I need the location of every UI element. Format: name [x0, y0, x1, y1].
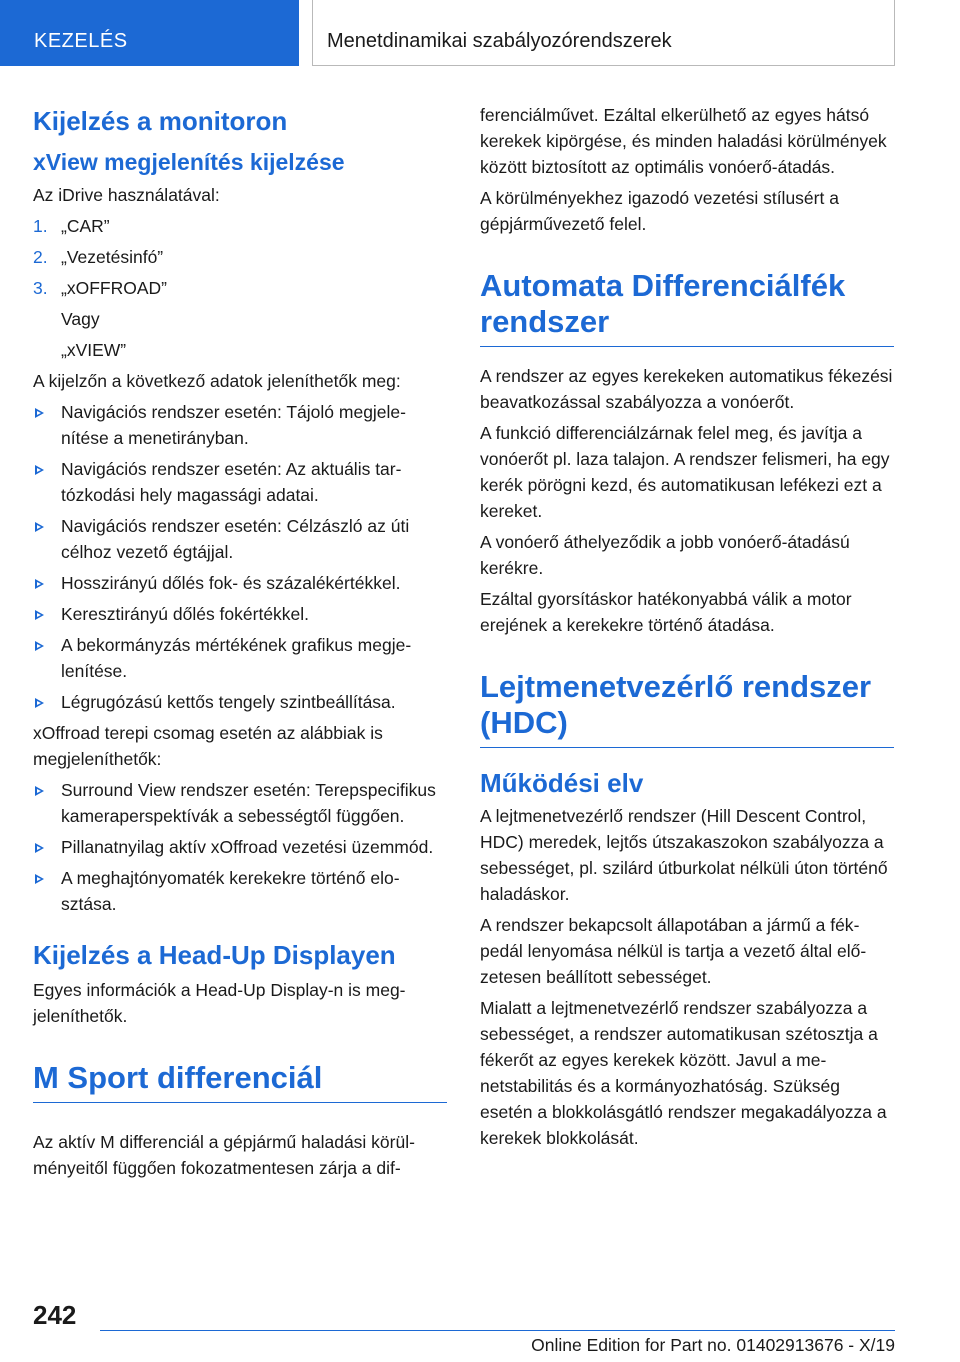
heading-operating-principle: Működési elv: [480, 768, 644, 798]
list-item-text: Légrugózású kettős tengely szintbeállítása.: [61, 692, 396, 712]
page-number: 242: [33, 1300, 77, 1330]
list-item-text: Keresztirányú dőlés fokértékkel.: [61, 604, 310, 624]
triangle-bullet-icon: [35, 579, 44, 589]
list-item-text: A bekormányzás mértékének grafikus megjelenítése.: [61, 635, 412, 681]
triangle-bullet-icon: [35, 408, 44, 418]
chapter-heading-adb: Automata Differenciálfék rendszer: [480, 268, 894, 347]
step-text: „Vezetésinfó”: [61, 247, 164, 267]
or-word: Vagy: [61, 309, 100, 329]
paragraph-continuation: ferenciálművet. Ezáltal elkerülhető az egyes hátsó kerekek kipörgése, és minden haladási körülmények között biztosított az optimális vonóerő-átadás.: [480, 105, 887, 177]
section-tab: KEZELÉS: [0, 0, 299, 66]
chapter-heading-m-sport-differential: M Sport differenciál: [33, 1060, 447, 1103]
step-number: 3.: [33, 278, 48, 298]
list-item-text: Pillanatnyilag aktív xOffroad vezetési üzemmód.: [61, 837, 434, 857]
triangle-bullet-icon: [35, 698, 44, 708]
list-item: [33, 399, 447, 451]
paragraph-driver-responsibility: A körülményekhez igazodó vezetési stílusért a gépjárművezető felel.: [480, 188, 839, 234]
list-item: [33, 834, 447, 860]
list-item: [33, 513, 447, 565]
heading-monitor-display: Kijelzés a monitoron: [33, 106, 288, 136]
bullet-list-display: [33, 399, 447, 715]
step-text: „CAR”: [61, 216, 110, 236]
list-item: [33, 865, 447, 917]
chapter-heading-hdc: Lejtmenetvezérlő rendszer (HDC): [480, 669, 894, 748]
footer-edition: Online Edition for Part no. 01402913676 - X/19: [531, 1335, 895, 1355]
paragraph-idrive: Az iDrive használatával:: [33, 185, 220, 205]
left-column: [33, 98, 447, 1186]
bullet-list-xoffroad: [33, 777, 447, 917]
step-item: [33, 213, 447, 239]
paragraph-hdc-1: A lejtmenetvezérlő rendszer (Hill Descent Control, HDC) meredek, lejtős útszakaszokon szabályozza a sebességet, pl. szilárd útburkolat nélküli úton történő haladáskor.: [480, 806, 888, 904]
heading-xview: xView megjelenítés kijelzése: [33, 149, 345, 175]
step-item: [33, 275, 447, 301]
chapter-title: Menetdinamikai szabályozórendszerek: [312, 0, 895, 66]
paragraph-hdc-3: Mialatt a lejtmenetvezérlő rendszer szabályozza a sebességet, a rendszer automatikusan szétosztja a fékerőt az egyes kerekek között. Javul a menetstabilitás és a kormányozhatóság. Szükség esetén a blokkolásgátló rendszer megakadályozza a kerekek blokkolását.: [480, 998, 887, 1148]
list-item-text: Hosszirányú dőlés fok- és százalékértékkel.: [61, 573, 401, 593]
paragraph-display-data: A kijelzőn a következő adatok jeleníthetők meg:: [33, 371, 401, 391]
triangle-bullet-icon: [35, 786, 44, 796]
paragraph-adb-4: Ezáltal gyorsításkor hatékonyabbá válik a motor erejének a kerekekre történő átadása.: [480, 589, 852, 635]
step-list: [33, 213, 447, 301]
footer-divider: [100, 1330, 895, 1331]
paragraph-adb-2: A funkció differenciálzárnak felel meg, és javítja a vonóerőt pl. laza talajon. A rendszer felismeri, ha egy kerék pörögni kezd, és automatikusan lefékezi ezt a kereket.: [480, 423, 890, 521]
triangle-bullet-icon: [35, 465, 44, 475]
step-text: „xOFFROAD”: [61, 278, 167, 298]
right-column: [480, 102, 894, 1156]
step-item: [33, 244, 447, 270]
list-item-text: Surround View rendszer esetén: Terepspecifikus kameraperspektívák a sebességtől függően.: [61, 780, 436, 826]
list-item-text: Navigációs rendszer esetén: Az aktuális tartózkodási hely magassági adatai.: [61, 459, 402, 505]
triangle-bullet-icon: [35, 522, 44, 532]
list-item-text: A meghajtónyomaték kerekekre történő elosztása.: [61, 868, 400, 914]
step-number: 2.: [33, 247, 48, 267]
list-item-text: Navigációs rendszer esetén: Tájoló megjelenítése a menetirányban.: [61, 402, 406, 448]
list-item: [33, 632, 447, 684]
paragraph-adb-3: A vonóerő áthelyeződik a jobb vonóerő-átadású kerékre.: [480, 532, 850, 578]
paragraph-hdc-2: A rendszer bekapcsolt állapotában a jármű a fékpedál lenyomása nélkül is tartja a vezető által előzetesen beállított sebességet.: [480, 915, 867, 987]
triangle-bullet-icon: [35, 874, 44, 884]
paragraph-hud: Egyes információk a Head-Up Display-n is megjeleníthetők.: [33, 980, 406, 1026]
list-item: [33, 456, 447, 508]
list-item: [33, 777, 447, 829]
heading-head-up-display: Kijelzés a Head-Up Displayen: [33, 940, 396, 970]
list-item: [33, 601, 447, 627]
paragraph-adb-1: A rendszer az egyes kerekeken automatikus fékezési beavatkozással szabályozza a vonóerőt.: [480, 366, 893, 412]
triangle-bullet-icon: [35, 610, 44, 620]
xview-option: „xVIEW”: [61, 340, 127, 360]
list-item-text: Navigációs rendszer esetén: Célzászló az úti célhoz vezető égtájjal.: [61, 516, 410, 562]
paragraph-m-sport: Az aktív M differenciál a gépjármű haladási körülményeitől függően fokozatmentesen zárja a dif-: [33, 1132, 415, 1178]
list-item: [33, 689, 447, 715]
paragraph-xoffroad: xOffroad terepi csomag esetén az alábbiak is megjeleníthetők:: [33, 723, 383, 769]
step-number: 1.: [33, 216, 48, 236]
list-item: [33, 570, 447, 596]
triangle-bullet-icon: [35, 843, 44, 853]
triangle-bullet-icon: [35, 641, 44, 651]
